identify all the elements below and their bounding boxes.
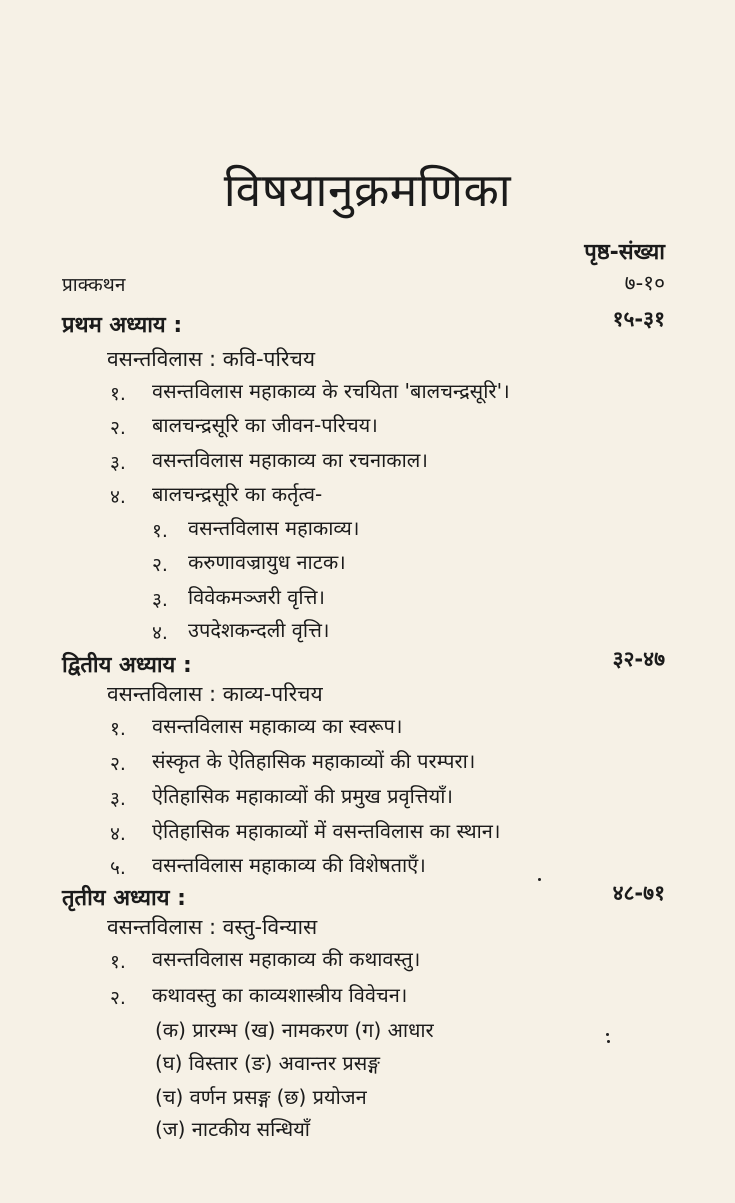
chapter-2-subtitle: वसन्तविलास : काव्य-परिचय xyxy=(107,682,323,706)
page-number-header: पृष्ठ-संख्या xyxy=(584,240,665,265)
subitem-number: ३. xyxy=(152,589,168,611)
list-item: संस्कृत के ऐतिहासिक महाकाव्यों की परम्परा। xyxy=(152,749,476,773)
item-number: २. xyxy=(110,417,126,439)
list-item: वसन्तविलास महाकाव्य की कथावस्तु। xyxy=(152,947,421,971)
item-number: १. xyxy=(110,951,126,973)
sub-list-item: वसन्तविलास महाकाव्य। xyxy=(188,516,360,540)
list-item: ऐतिहासिक महाकाव्यों की प्रमुख प्रवृत्तियाँ। xyxy=(152,784,453,808)
list-item: वसन्तविलास महाकाव्य का स्वरूप। xyxy=(152,714,403,738)
list-item: ऐतिहासिक महाकाव्यों में वसन्तविलास का स्थान। xyxy=(152,819,501,843)
sub-list-item: उपदेशकन्दली वृत्ति। xyxy=(188,618,330,642)
item-number: १. xyxy=(110,718,126,740)
list-item: वसन्तविलास महाकाव्य का रचनाकाल। xyxy=(152,448,428,472)
item-number: ४. xyxy=(110,823,126,845)
list-item: बालचन्द्रसूरि का जीवन-परिचय। xyxy=(152,413,378,437)
subitem-number: २. xyxy=(152,554,168,576)
list-item: बालचन्द्रसूरि का कर्तृत्व- xyxy=(152,482,323,506)
subitem-number: १. xyxy=(152,520,168,542)
option-line: (क) प्रारम्भ (ख) नामकरण (ग) आधार xyxy=(155,1018,434,1042)
chapter-3-heading: तृतीय अध्याय : xyxy=(62,886,186,911)
option-line: (ज) नाटकीय सन्धियाँ xyxy=(155,1117,310,1141)
chapter-2-heading: द्वितीय अध्याय : xyxy=(62,653,192,678)
sub-list-item: विवेकमञ्जरी वृत्ति। xyxy=(188,585,325,609)
item-number: १. xyxy=(110,383,126,405)
item-number: ४. xyxy=(110,486,126,508)
list-item: वसन्तविलास महाकाव्य के रचयिता 'बालचन्द्रसूरि'। xyxy=(152,379,510,403)
option-line: (च) वर्णन प्रसङ्ग (छ) प्रयोजन xyxy=(155,1085,367,1109)
item-number: २. xyxy=(110,753,126,775)
print-speck xyxy=(607,1040,610,1043)
option-line: (घ) विस्तार (ङ) अवान्तर प्रसङ्ग xyxy=(155,1051,380,1075)
list-item: कथावस्तु का काव्यशास्त्रीय विवेचन। xyxy=(152,983,408,1007)
chapter-2-pages: ३२-४७ xyxy=(612,647,665,671)
chapter-1-subtitle: वसन्तविलास : कवि-परिचय xyxy=(107,347,316,371)
page-title: विषयानुक्रमणिका xyxy=(223,163,512,217)
item-number: २. xyxy=(110,987,126,1009)
chapter-1-heading: प्रथम अध्याय : xyxy=(62,313,183,338)
chapter-1-pages: १५-३१ xyxy=(612,307,665,331)
item-number: ३. xyxy=(110,788,126,810)
subitem-number: ४. xyxy=(152,622,168,644)
item-number: ५. xyxy=(110,857,126,879)
item-number: ३. xyxy=(110,452,126,474)
print-speck xyxy=(606,1033,609,1036)
list-item: वसन्तविलास महाकाव्य की विशेषताएँ। xyxy=(152,853,426,877)
chapter-3-pages: ४८-७१ xyxy=(612,881,665,905)
preface-pages: ७-१० xyxy=(624,271,665,295)
preface-label: प्राक्कथन xyxy=(62,274,126,296)
print-speck xyxy=(538,878,541,881)
sub-list-item: करुणावज्रायुध नाटक। xyxy=(188,550,346,574)
chapter-3-subtitle: वसन्तविलास : वस्तु-विन्यास xyxy=(107,915,318,939)
